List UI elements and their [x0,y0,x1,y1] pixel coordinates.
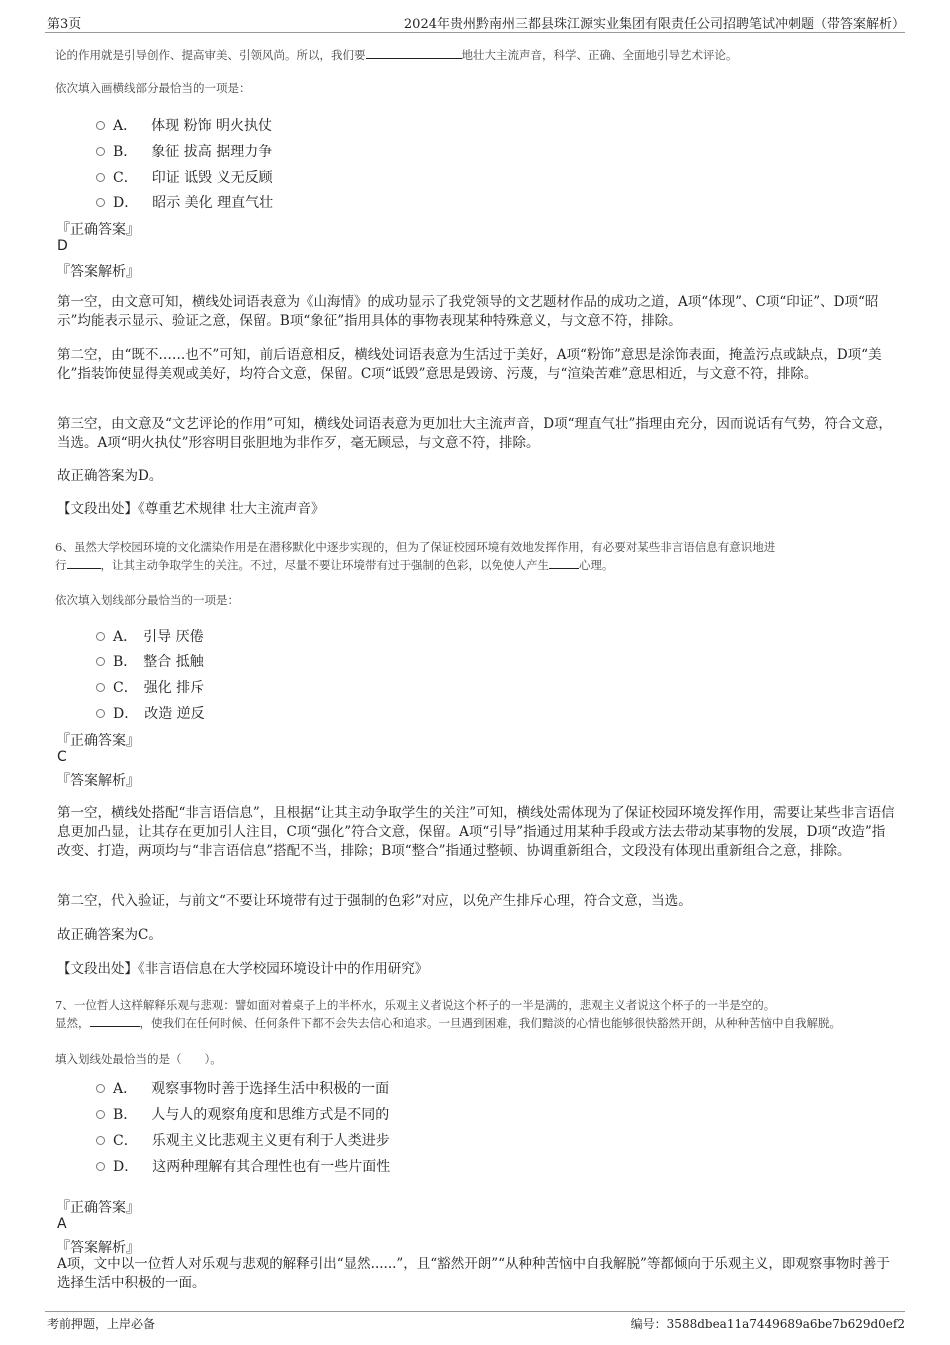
option-text: 体现 粉饰 明火执仗 [151,118,273,134]
option-text: 引导 厌倦 [143,629,204,645]
radio-icon[interactable] [96,683,105,692]
option-letter: D． [113,1159,139,1175]
q6-stem-text-d: 心理。 [579,558,614,572]
q7-option-d[interactable] [96,1156,390,1176]
q5-option-b[interactable] [96,141,272,161]
option-letter: D． [113,706,139,722]
page-number: 第3页 [47,17,82,32]
q6-analysis-label: 『答案解析』 [56,773,140,789]
q5-answer: D [57,238,68,254]
header-divider [45,32,905,33]
radio-icon[interactable] [96,198,105,207]
q7-stem-text-a: 7、一位哲人这样解释乐观与悲观：譬如面对着桌子上的半杯水，乐观主义者说这个杯子的一半是满的，悲观主义者说这个杯子的一半是空的。 [55,998,776,1012]
option-letter: D． [113,195,139,211]
q7-stem-text-c: ，使我们在任何时候、任何条件下都不会失去信心和追求。一旦遇到困难，我们黯淡的心情也能够很快豁然开朗，从种种苦恼中自我解脱。 [139,1016,841,1030]
radio-icon[interactable] [96,121,105,130]
option-letter: A． [113,118,138,134]
footer-serial-number: 编号：3588dbea11a7449689a6be7b629d0ef2 [630,1317,905,1331]
q6-answer: C [57,749,67,765]
radio-icon[interactable] [96,173,105,182]
option-text: 改造 逆反 [144,706,205,722]
q5-source: 【文段出处】《尊重艺术规律 壮大主流声音》 [57,501,325,517]
radio-icon[interactable] [96,1136,105,1145]
q7-option-b[interactable] [96,1104,389,1124]
option-text: 象征 拔高 据理力争 [151,144,273,160]
option-text: 这两种理解有其合理性也有一些片面性 [152,1159,391,1175]
radio-icon[interactable] [96,632,105,641]
option-letter: A． [113,1081,138,1097]
blank-line [549,568,579,569]
q7-analysis-label: 『答案解析』 [56,1240,140,1256]
q5-option-c[interactable] [96,167,273,187]
q5-prompt: 依次填入画横线部分最恰当的一项是： [55,81,251,95]
q6-stem-text-b: 行 [55,558,67,572]
option-text: 观察事物时善于选择生活中积极的一面 [151,1081,390,1097]
q7-answer: A [57,1216,67,1232]
option-letter: C． [113,170,138,186]
blank-line [366,58,462,59]
radio-icon[interactable] [96,1084,105,1093]
option-text: 印证 诋毁 义无反顾 [151,170,273,186]
blank-line [90,1026,140,1027]
q6-analysis-p1: 第一空，横线处搭配“非言语信息”，且根据“让其主动争取学生的关注”可知，横线处需体现为了保证校园环境发挥作用，需要让某些非言语信息更加凸显，让其存在更加引人注目，C项“强化”符合文意，保留。A项“引导”指通过用某种手段或方法去带动某事物的发展，D项“改造”指改变、打造，两项均与“非言语信息”搭配不当，排除；B项“整合”指通过整顿、协调重新组合，文段没有体现出重新组合之意，排除。 [57,805,895,859]
radio-icon[interactable] [96,657,105,666]
option-text: 人与人的观察角度和思维方式是不同的 [151,1107,390,1123]
q5-analysis-p3: 第三空，由文意及“文艺评论的作用”可知，横线处词语表意为更加壮大主流声音，D项“理直气壮”指理由充分，因而说话有气势，符合文意，当选。A项“明火执仗”形容明目张胆地为非作歹，毫无顾忌，与文意不符，排除。 [57,416,892,451]
radio-icon[interactable] [96,147,105,156]
q5-option-a[interactable] [96,115,272,135]
q6-stem-text-c: ，让其主动争取学生的关注。不过，尽量不要让环境带有过于强制的色彩，以免使人产生 [100,558,549,572]
q5-conclusion: 故正确答案为D。 [57,468,163,484]
option-letter: B． [113,144,138,160]
q6-option-c[interactable] [96,677,204,697]
q5-intro-text-b: 地壮大主流声音，科学、正确、全面地引导艺术评论。 [461,48,738,62]
radio-icon[interactable] [96,709,105,718]
q5-intro [55,46,905,64]
option-letter: A． [113,629,138,645]
q6-option-a[interactable] [96,626,204,646]
footer-slogan: 考前押题，上岸必备 [47,1317,156,1331]
option-letter: C． [113,680,138,696]
q6-answer-label: 『正确答案』 [56,733,140,749]
footer-divider [45,1311,905,1312]
blank-line [67,568,101,569]
option-letter: B． [113,654,138,670]
q6-conclusion: 故正确答案为C。 [57,927,162,943]
option-text: 昭示 美化 理直气壮 [152,195,274,211]
q6-option-d[interactable] [96,703,205,723]
q6-prompt: 依次填入划线部分最恰当的一项是： [55,593,239,607]
q7-option-c[interactable] [96,1130,390,1150]
q5-analysis-p1: 第一空，由文意可知，横线处词语表意为《山海情》的成功显示了我党领导的文艺题材作品的成功之道，A项“体现”、C项“印证”、D项“昭示”均能表示显示、验证之意，保留。B项“象征”指用具体的事物表现某种特殊意义，与文意不符，排除。 [57,294,879,329]
q7-prompt: 填入划线处最恰当的是（ ）。 [55,1052,222,1066]
q6-source: 【文段出处】《非言语信息在大学校园环境设计中的作用研究》 [57,961,429,977]
radio-icon[interactable] [96,1110,105,1119]
q5-intro-text-a: 论的作用就是引导创作、提高审美、引领风尚。所以，我们要 [55,48,366,62]
q5-answer-label: 『正确答案』 [56,222,140,238]
option-text: 乐观主义比悲观主义更有利于人类进步 [151,1133,390,1149]
option-letter: B． [113,1107,138,1123]
radio-icon[interactable] [96,1162,105,1171]
option-text: 整合 抵触 [143,654,204,670]
q6-option-b[interactable] [96,651,204,671]
q7-stem [55,996,905,1032]
q5-analysis-label: 『答案解析』 [56,264,140,280]
q7-analysis-p1: A项，文中以一位哲人对乐观与悲观的解释引出“显然......”，且“豁然开朗”“从种种苦恼中自我解脱”等都倾向于乐观主义，即观察事物时善于选择生活中积极的一面。 [57,1256,890,1291]
q5-option-d[interactable] [96,192,273,212]
q6-stem [55,538,905,574]
q7-option-a[interactable] [96,1078,389,1098]
q5-analysis-p2: 第二空，由“既不……也不”可知，前后语意相反，横线处词语表意为生活过于美好，A项“粉饰”意思是涂饰表面，掩盖污点或缺点，D项“美化”指装饰使显得美观或美好，均符合文意，保留。C项“诋毁”意思是毁谤、污蔑，与“渲染苦难”意思相近，与文意不符，排除。 [57,347,882,382]
document-title: 2024年贵州黔南州三都县珠江源实业集团有限责任公司招聘笔试冲刺题（带答案解析） [403,17,905,32]
q7-answer-label: 『正确答案』 [56,1200,140,1216]
q7-stem-text-b: 显然， [55,1016,90,1030]
q6-analysis-p2: 第二空，代入验证，与前文“不要让环境带有过于强制的色彩”对应，以免产生排斥心理，符合文意，当选。 [57,893,692,909]
option-letter: C． [113,1133,138,1149]
option-text: 强化 排斥 [143,680,205,696]
q6-stem-text-a: 6、虽然大学校园环境的文化濡染作用是在潜移默化中逐步实现的，但为了保证校园环境有效地发挥作用，有必要对某些非言语信息有意识地进 [55,540,776,554]
